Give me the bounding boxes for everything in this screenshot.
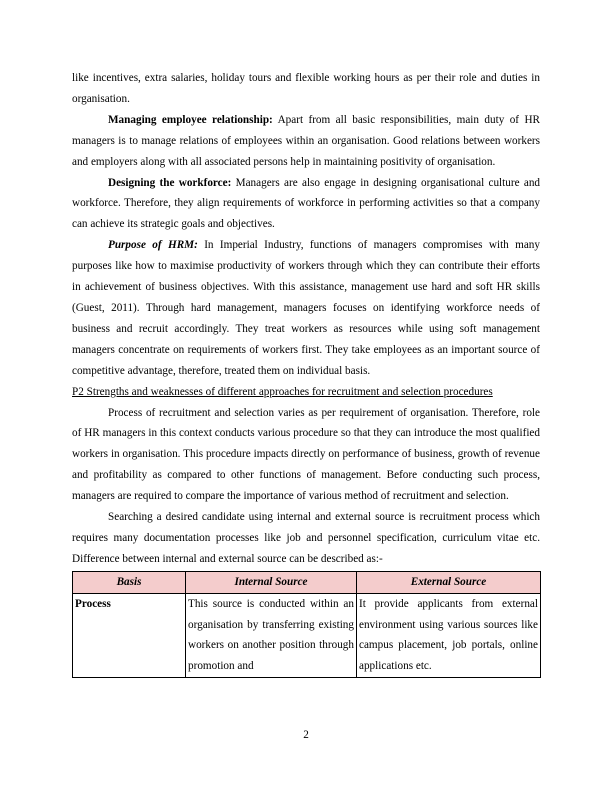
paragraph-recruitment-process: Process of recruitment and selection varies as per requirement of organisation. Therefore, role of HR managers in this context conducts various procedure so that they can introduce the most qualified workers in organisation. This procedure impacts directly on performance of business, growth of revenue and profitability as compared to other functions of management. Before conducting such process, managers are required to compare the importance of various method of recruitment and selection.: [72, 406, 540, 503]
table-row: [73, 593, 541, 678]
table-header-row: [73, 571, 541, 593]
label-designing-workforce: Designing the workforce:: [108, 176, 232, 189]
paragraph-incentives: like incentives, extra salaries, holiday tours and flexible working hours as per their role and duties in organisation.: [72, 72, 540, 105]
header-external-source: External Source: [357, 571, 541, 593]
label-employee-relationship: Managing employee relationship:: [108, 113, 273, 126]
page-number: 2: [303, 729, 309, 741]
cell-internal: This source is conducted within an organisation by transferring existing workers on another position through promotion and: [186, 593, 357, 678]
comparison-table: [72, 571, 541, 679]
header-basis: Basis: [73, 571, 186, 593]
section-heading-p2: P2 Strengths and weaknesses of different approaches for recruitment and selection procedures: [72, 385, 493, 398]
cell-external: It provide applicants from external environment using various sources like campus placement, job portals, online applications etc.: [357, 593, 541, 678]
paragraph-purpose-hrm: [72, 235, 540, 381]
cell-basis: Process: [73, 593, 186, 678]
label-purpose-hrm: Purpose of HRM:: [108, 239, 198, 252]
document-page: [72, 68, 540, 678]
paragraph-designing-workforce: [72, 173, 540, 236]
paragraph-searching-candidate: Searching a desired candidate using internal and external source is recruitment process which requires many documentation processes like job and personnel specification, curriculum vitae etc. Difference between internal and external source can be described as:-: [72, 511, 540, 565]
header-internal-source: Internal Source: [186, 571, 357, 593]
paragraph-employee-relationship: [72, 110, 540, 173]
text-designing-workforce: Managers are also engage in designing organisational culture and workforce. Therefore, they align requirements of workforce in performing activities so that a company can achieve its strategic goals and objectives.: [72, 176, 541, 231]
text-purpose-hrm: In Imperial Industry, functions of managers compromises with many purposes like how to maximise productivity of workers through which they can contribute their efforts in achievement of business objectives. With this assistance, management use hard and soft HR skills (Guest, 2011). Through hard management, managers focuses on identifying workforce needs of business and recruit accordingly. They treat workers as resources while using soft management managers concentrate on requirements of workers first. They take employees as an important source of competitive advantage, therefore, treated them on individual basis.: [72, 239, 540, 377]
text-employee-relationship: Apart from all basic responsibilities, main duty of HR managers is to manage relations of employees within an organisation. Good relations between workers and employers along with all associated persons help in maintaining positivity of organisation.: [72, 113, 540, 168]
